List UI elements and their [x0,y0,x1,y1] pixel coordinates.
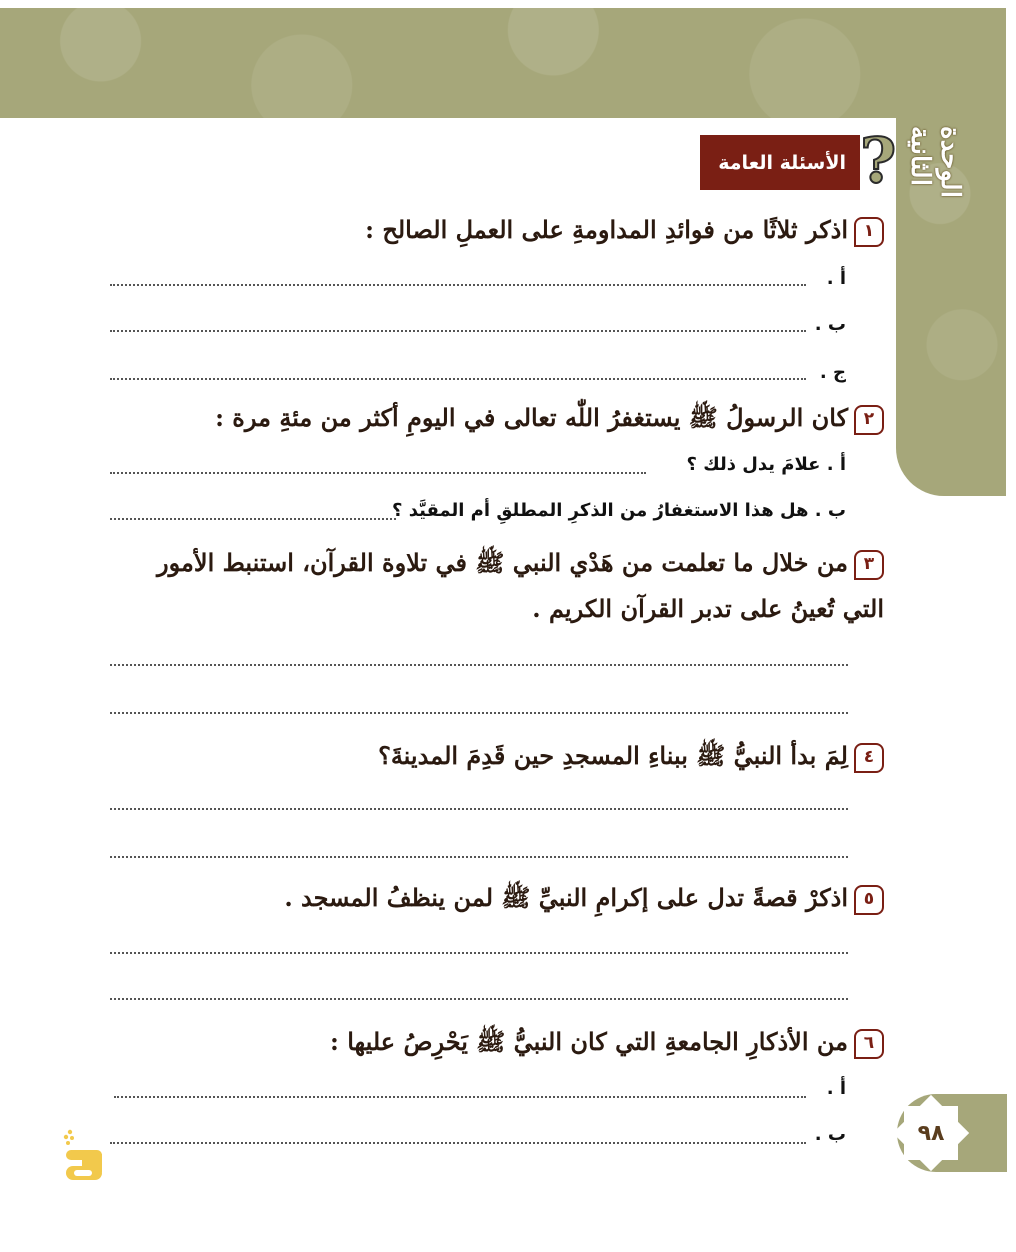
question-number: ٢ [854,405,884,435]
publisher-logo-icon [62,1128,106,1184]
question-4 [378,736,884,776]
page-number: ٩٨ [917,1120,945,1146]
answer-label: ج . [819,362,846,383]
section-title: الأسئلة العامة [700,135,860,190]
answer-label: ب . [814,1124,846,1145]
answer-line[interactable] [110,998,848,1000]
question-text: لِمَ بدأ النبيُّ ﷺ ببناءِ المسجدِ حين قَدِمَ المدينةَ؟ [378,741,848,770]
question-5 [284,878,884,918]
answer-label: ب . [814,314,846,335]
answer-label: أ . [826,1078,846,1099]
question-number: ٤ [854,743,884,773]
question-text: اذكر ثلاثًا من فوائدِ المداومةِ على العملِ الصالح : [365,215,848,244]
answer-line[interactable] [110,1142,806,1144]
unit-label: الوحدة الثانية [905,126,965,198]
answer-line[interactable] [110,284,806,286]
question-text: كان الرسولُ ﷺ يستغفرُ اللّٰه تعالى في اليومِ أكثر من مئةِ مرة : [215,403,848,432]
answer-label: أ . علامَ يدل ذلك ؟ [686,454,846,475]
question-1 [365,210,884,250]
answer-line[interactable] [110,712,848,714]
answer-line[interactable] [110,664,848,666]
question-mark-icon: ? [860,124,897,197]
answer-label: أ . [826,268,846,289]
answer-line[interactable] [110,856,848,858]
answer-line[interactable] [110,330,806,332]
question-text: من خلال ما تعلمت من هَدْي النبي ﷺ في تلاوة القرآن، استنبط الأمور التي تُعينُ على تدبر القرآن الكريم . [157,548,884,623]
answer-line[interactable] [110,952,848,954]
question-text: من الأذكارِ الجامعةِ التي كان النبيُّ ﷺ يَحْرِصُ عليها : [329,1027,848,1056]
question-2 [215,398,884,438]
question-6 [330,1022,884,1062]
answer-line[interactable] [110,808,848,810]
answer-line[interactable] [110,518,396,520]
question-3 [138,540,884,632]
answer-line[interactable] [110,472,646,474]
question-number: ١ [854,217,884,247]
answer-label: ب . هل هذا الاستغفارُ من الذكرِ المطلقِ أم المقيَّد ؟ [392,500,846,521]
top-decorative-band [0,8,1006,118]
question-text: اذكرْ قصةً تدل على إكرامِ النبيِّ ﷺ لمن ينظفُ المسجد . [284,883,848,912]
question-number: ٣ [854,550,884,580]
answer-line[interactable] [114,1096,806,1098]
question-number: ٥ [854,885,884,915]
question-number: ٦ [854,1029,884,1059]
answer-line[interactable] [110,378,806,380]
